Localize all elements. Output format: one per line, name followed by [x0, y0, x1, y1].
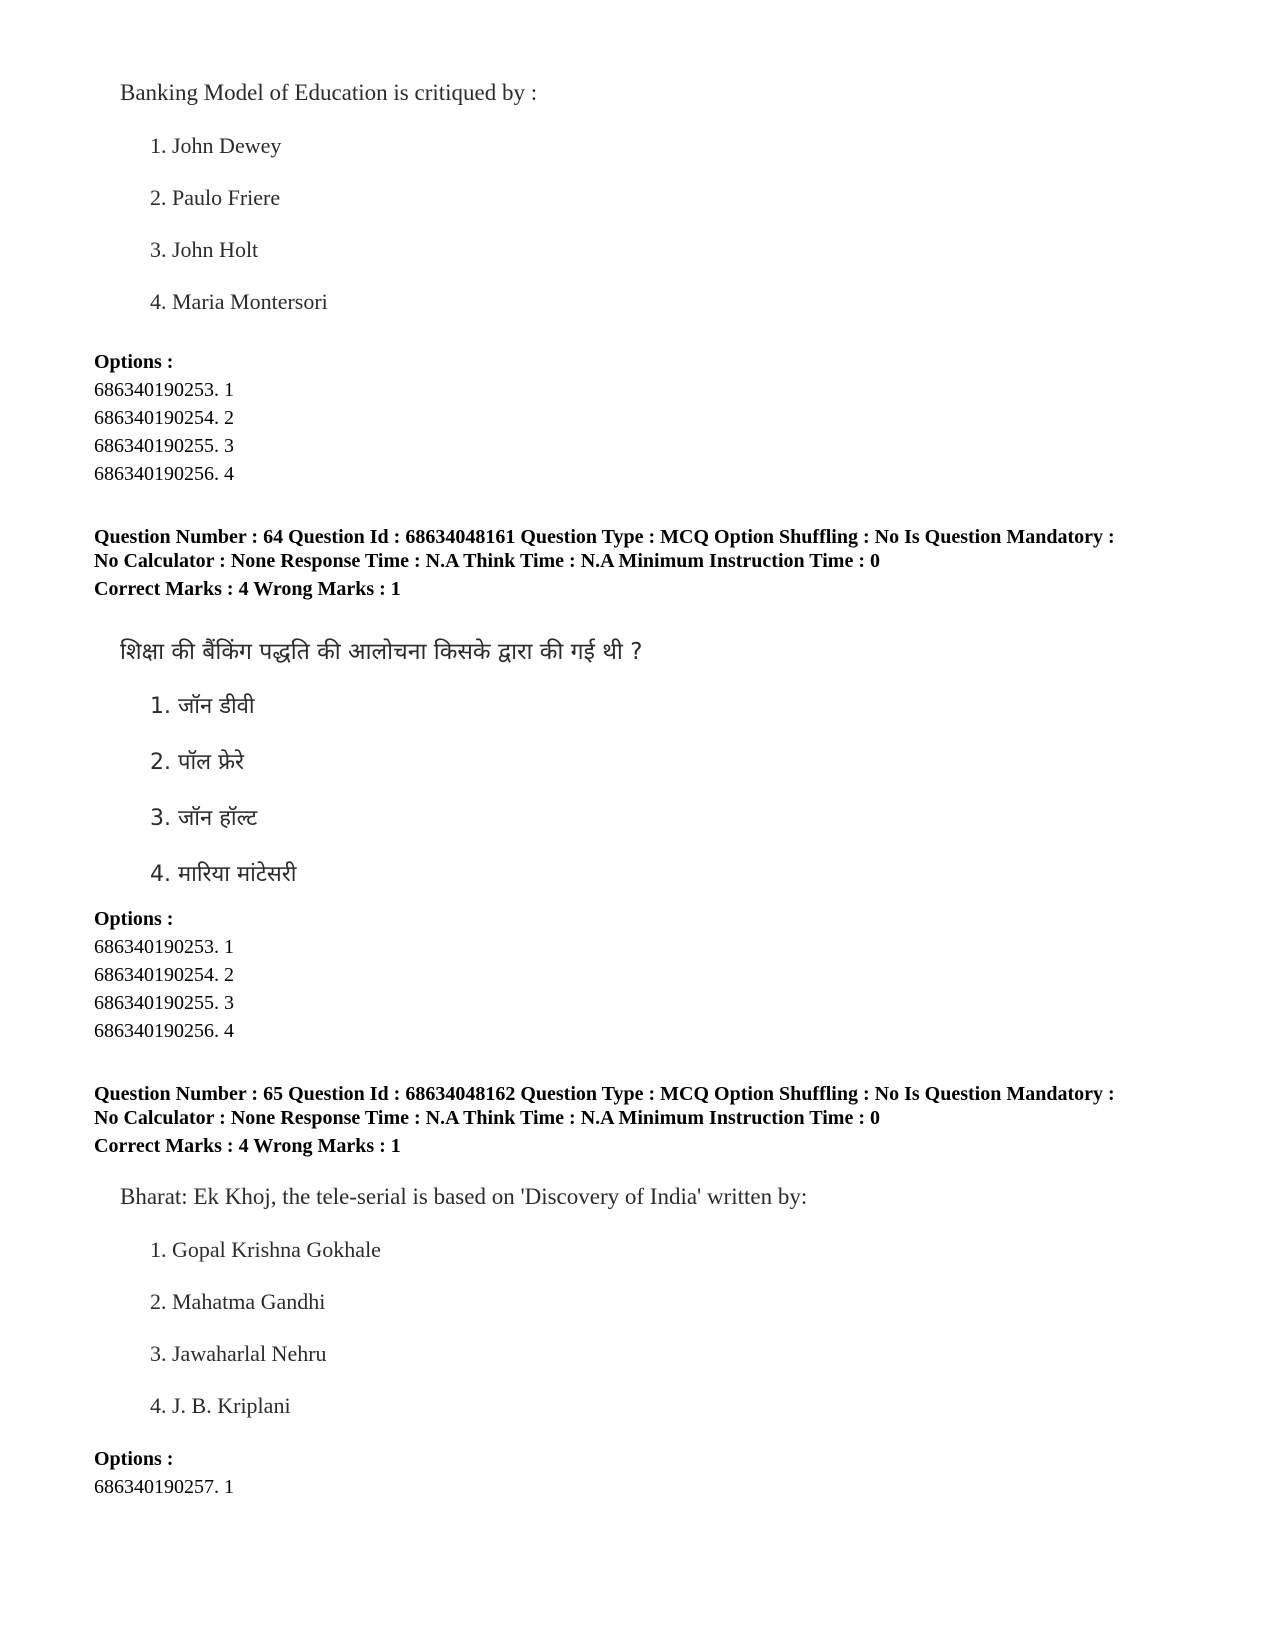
choice-item: 4. Maria Montersori	[150, 289, 328, 314]
choice-item: 4. J. B. Kriplani	[150, 1393, 291, 1418]
option-line: 686340190257. 1	[94, 1476, 234, 1498]
choice-item: 4. मारिया मांटेसरी	[150, 862, 297, 887]
option-line: 686340190253. 1	[94, 936, 234, 958]
question-meta-line: No Calculator : None Response Time : N.A Think Time : N.A Minimum Instruction Time : 0	[94, 550, 880, 572]
choice-item: 3. जॉन हॉल्ट	[150, 806, 258, 831]
question-marks: Correct Marks : 4 Wrong Marks : 1	[94, 1135, 401, 1157]
question-meta-line: Question Number : 65 Question Id : 68634048162 Question Type : MCQ Option Shuffling : No Is Question Mandatory :	[94, 1083, 1115, 1105]
option-line: 686340190254. 2	[94, 964, 234, 986]
question-marks: Correct Marks : 4 Wrong Marks : 1	[94, 578, 401, 600]
choice-item: 1. Gopal Krishna Gokhale	[150, 1237, 381, 1262]
question-stem: Banking Model of Education is critiqued by :	[120, 80, 538, 105]
choice-item: 1. जॉन डीवी	[150, 694, 255, 719]
choice-item: 2. Paulo Friere	[150, 185, 281, 210]
options-heading: Options :	[94, 908, 174, 930]
question-meta-line: Question Number : 64 Question Id : 68634048161 Question Type : MCQ Option Shuffling : No Is Question Mandatory :	[94, 526, 1115, 548]
options-heading: Options :	[94, 1448, 174, 1470]
option-line: 686340190254. 2	[94, 407, 234, 429]
choice-item: 2. Mahatma Gandhi	[150, 1289, 326, 1314]
option-line: 686340190253. 1	[94, 379, 234, 401]
choice-item: 1. John Dewey	[150, 133, 282, 158]
question-stem: शिक्षा की बैंकिंग पद्धति की आलोचना किसके द्वारा की गई थी ?	[120, 639, 643, 665]
option-line: 686340190256. 4	[94, 1020, 234, 1042]
question-stem: Bharat: Ek Khoj, the tele-serial is based on 'Discovery of India' written by:	[120, 1184, 808, 1209]
choice-item: 2. पॉल फ्रेरे	[150, 750, 245, 775]
option-line: 686340190256. 4	[94, 463, 234, 485]
choice-item: 3. Jawaharlal Nehru	[150, 1341, 327, 1366]
question-meta-line: No Calculator : None Response Time : N.A Think Time : N.A Minimum Instruction Time : 0	[94, 1107, 880, 1129]
option-line: 686340190255. 3	[94, 435, 234, 457]
options-heading: Options :	[94, 351, 174, 373]
option-line: 686340190255. 3	[94, 992, 234, 1014]
choice-item: 3. John Holt	[150, 237, 259, 262]
